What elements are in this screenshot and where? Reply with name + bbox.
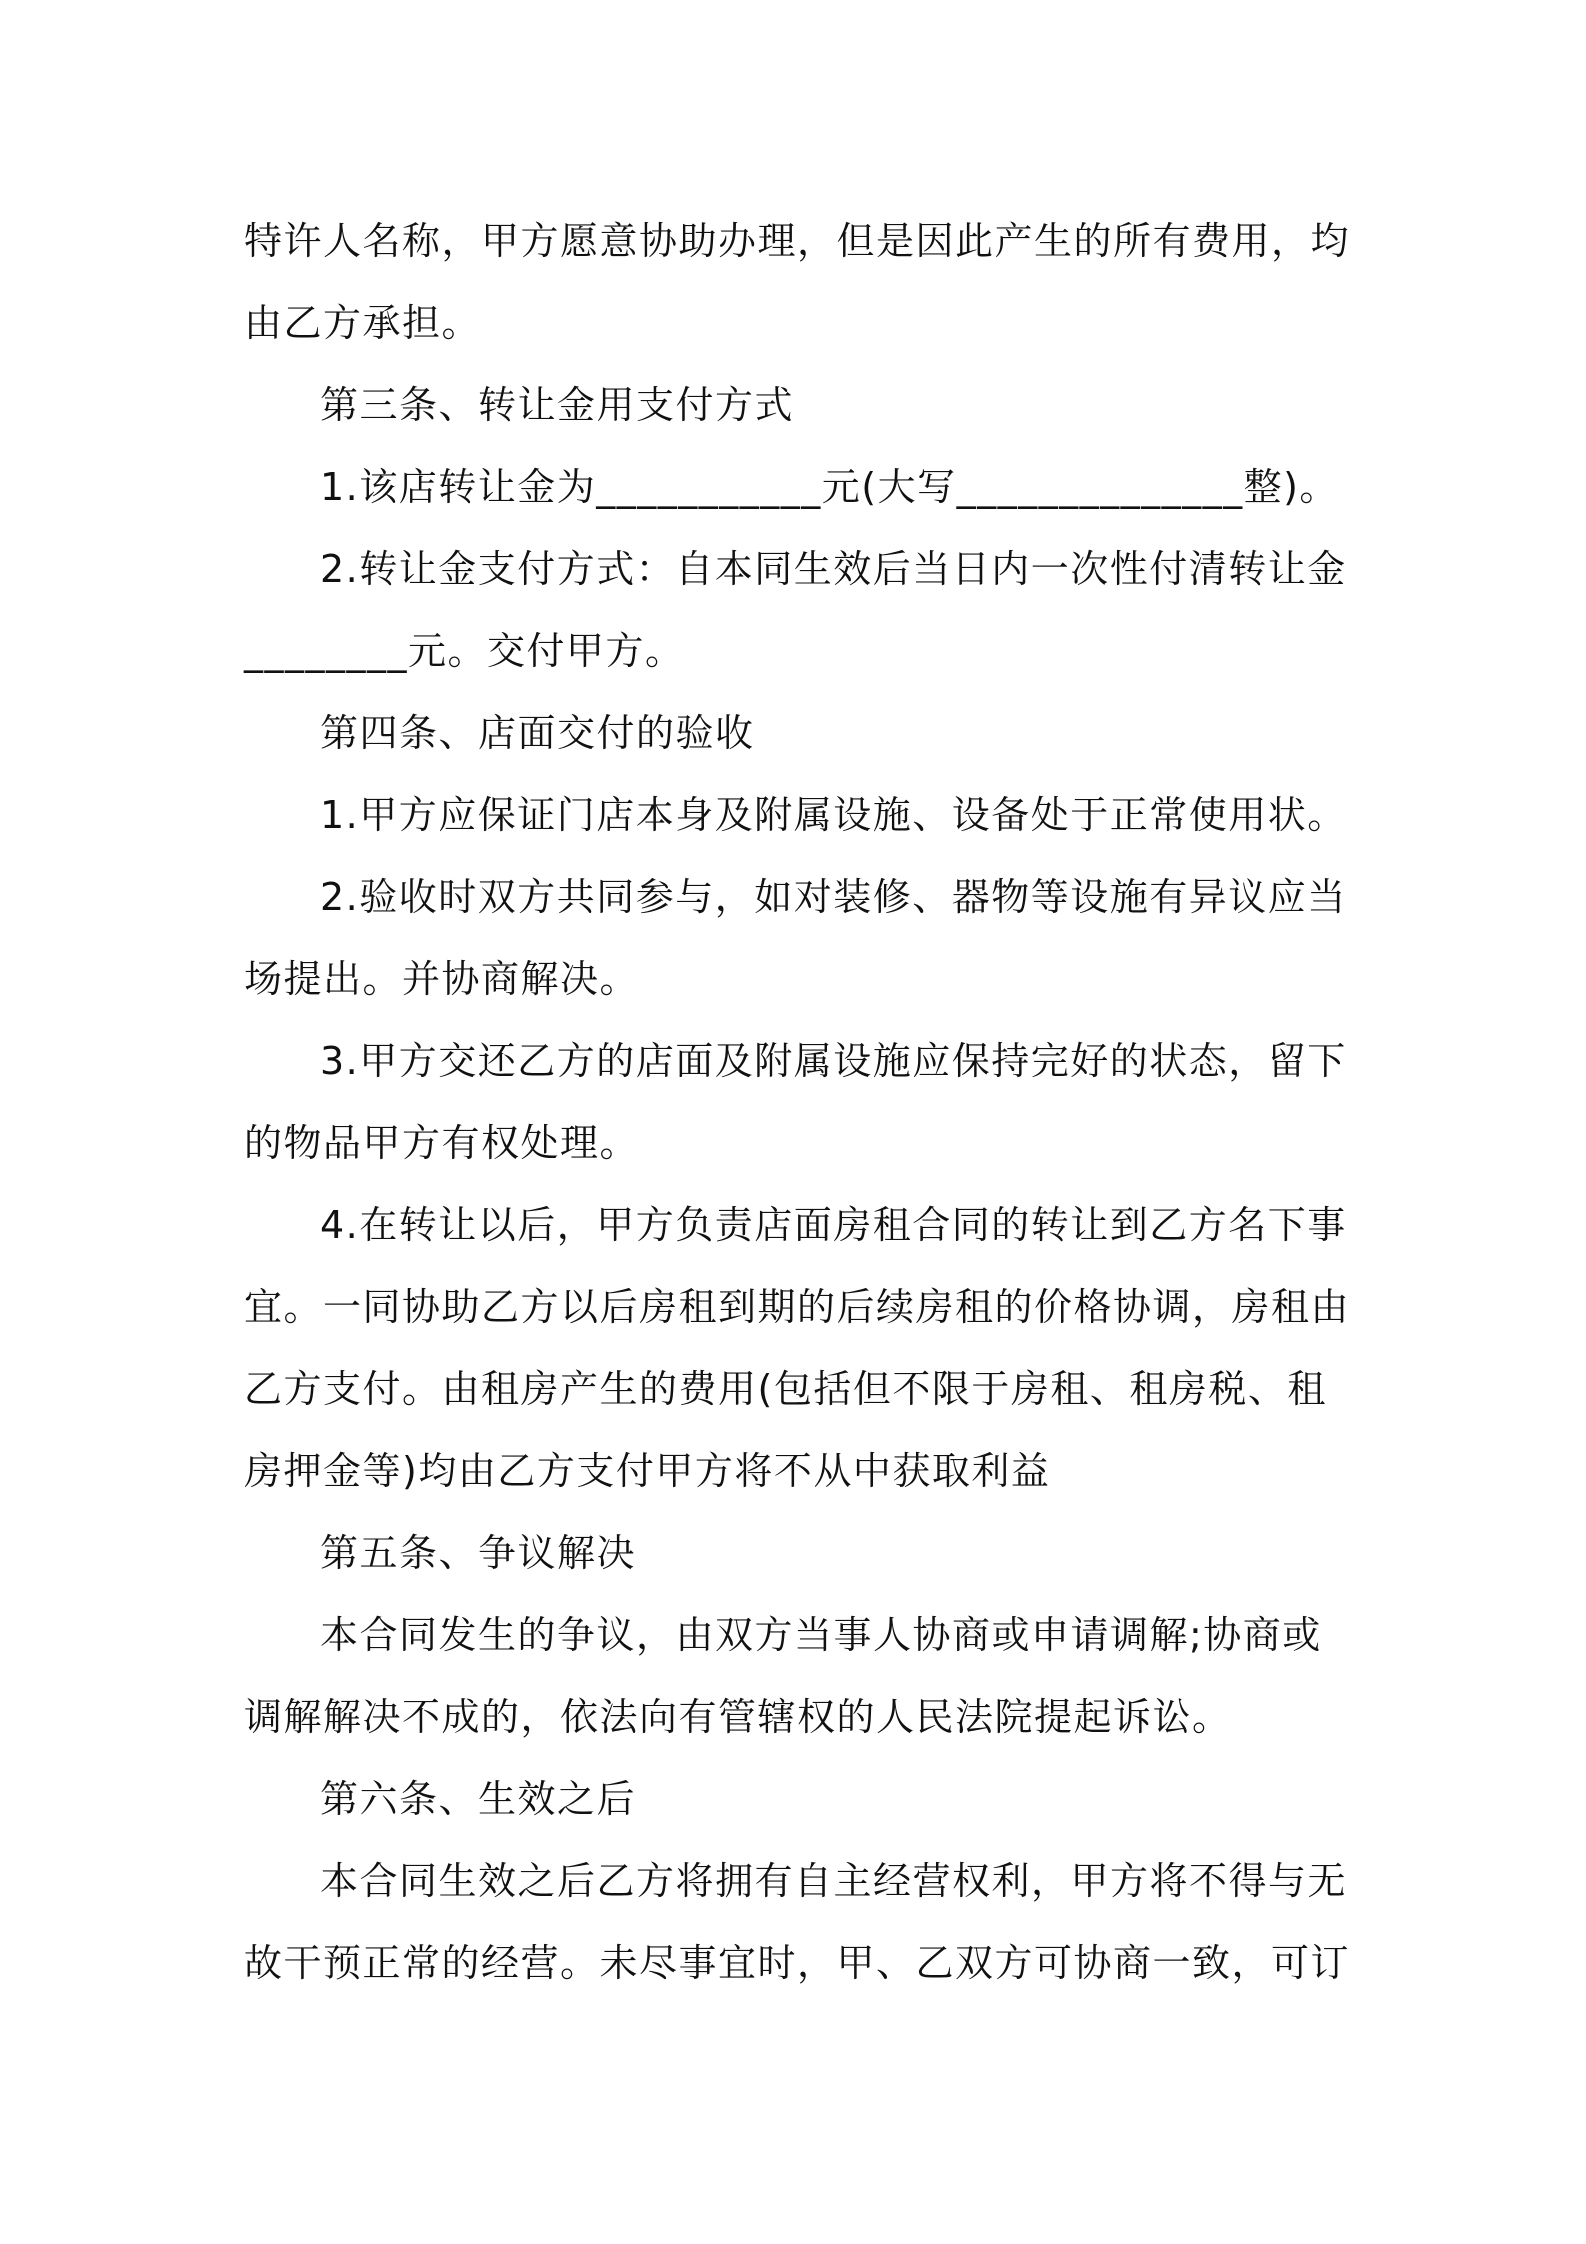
- article-4-heading: 第四条、店面交付的验收: [320, 711, 755, 755]
- article-4-clause-2: 2.验收时双方共同参与，如对装修、器物等设施有异议应当场提出。并协商解决。: [244, 875, 1347, 1001]
- article-6-heading: 第六条、生效之后: [320, 1777, 637, 1821]
- article-5-heading: 第五条、争议解决: [320, 1531, 637, 1575]
- article-3-heading: 第三条、转让金用支付方式: [320, 383, 795, 427]
- article-5-body: 本合同发生的争议，由双方当事人协商或申请调解;协商或调解解决不成的，依法向有管辖权的人民法院提起诉讼。: [244, 1613, 1322, 1739]
- article-3-clause-2: 2.转让金支付方式：自本同生效后当日内一次性付清转让金________元。交付甲方。: [244, 547, 1347, 673]
- paragraph-continuation: 特许人名称，甲方愿意协助办理，但是因此产生的所有费用，均由乙方承担。: [244, 219, 1351, 345]
- article-4-clause-1: 1.甲方应保证门店本身及附属设施、设备处于正常使用状。: [320, 793, 1347, 837]
- article-4-clause-4: 4.在转让以后，甲方负责店面房租合同的转让到乙方名下事宜。一同协助乙方以后房租到期的后续房租的价格协调，房租由乙方支付。由租房产生的费用(包括但不限于房租、租房税、租房押金等)均由乙方支付甲方将不从中获取利益: [244, 1203, 1351, 1493]
- article-6-body: 本合同生效之后乙方将拥有自主经营权利，甲方将不得与无故干预正常的经营。未尽事宜时，甲、乙双方可协商一致，可订: [244, 1859, 1351, 1985]
- article-4-clause-3: 3.甲方交还乙方的店面及附属设施应保持完好的状态，留下的物品甲方有权处理。: [244, 1039, 1347, 1165]
- article-3-clause-1: 1.该店转让金为___________元(大写______________整)。: [320, 465, 1339, 509]
- document-body: [244, 200, 1354, 2004]
